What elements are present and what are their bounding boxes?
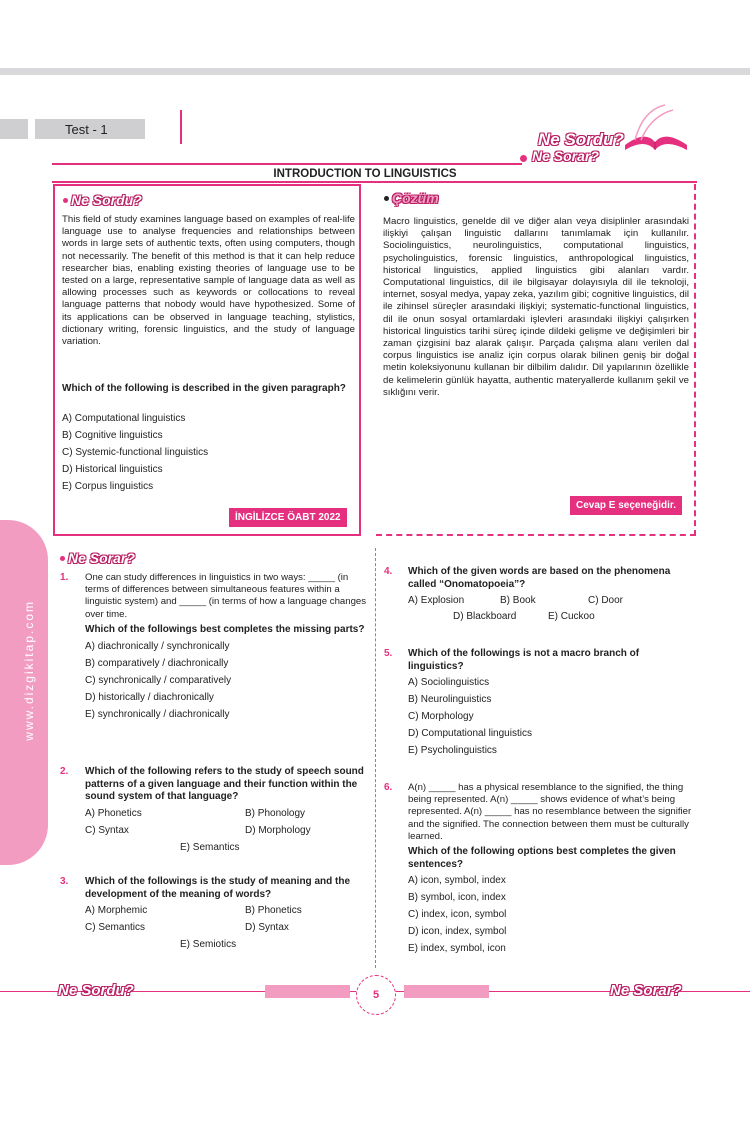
footer-bar-left: [265, 985, 350, 998]
option-a[interactable]: A) icon, symbol, index: [408, 875, 506, 887]
question-text: Which of the followings is not a macro branch of linguistics?: [408, 648, 640, 672]
footer-ne-sordu: Ne Sordu?: [58, 982, 134, 999]
answer-badge: Cevap E seçeneğidir.: [570, 496, 682, 515]
question-4: [384, 566, 694, 628]
option-e[interactable]: E) Psycholinguistics: [408, 745, 497, 756]
option-e[interactable]: E) Semiotics: [180, 939, 237, 950]
question-number: 3.: [60, 876, 69, 887]
question-number: 2.: [60, 766, 69, 777]
question-stem: A(n) _____ has a physical resemblance to the signified, the thing being represented. A(n) _____ shows evidence of what’s being represented. A(n) _____ has no resemblance between the signifier and the signified. The connection between them must be culturally learned.: [408, 782, 692, 842]
title-bottom-line: [52, 181, 697, 183]
bullet-icon: [63, 198, 68, 203]
option-d[interactable]: D) Computational linguistics: [408, 728, 532, 739]
option-d[interactable]: D) historically / diachronically: [85, 692, 214, 704]
cozum-label: Çözüm: [392, 190, 439, 206]
option-e[interactable]: E) Semantics: [180, 841, 240, 853]
option-d[interactable]: D) Historical linguistics: [62, 464, 163, 475]
logo-ne-sordu: Ne Sordu?: [538, 130, 624, 149]
option-a[interactable]: A) Sociolinguistics: [408, 677, 490, 688]
option-a[interactable]: A) Computational linguistics: [62, 413, 186, 424]
bullet-icon: [60, 556, 65, 561]
question-number: 5.: [384, 648, 393, 659]
option-c[interactable]: C) Door: [588, 595, 624, 606]
ne-sorar-heading: [60, 550, 135, 568]
options-grid: [85, 902, 368, 954]
option-b[interactable]: B) symbol, icon, index: [408, 892, 506, 904]
question-stem: One can study differences in linguistics in two ways: _____ (in terms of differences between simultaneous features within a linguistic system) and _____ (in terms of how a language changes over time.: [85, 572, 367, 620]
question-3: [60, 876, 368, 954]
title-top-line: [52, 163, 522, 165]
ne-sordu-box: [53, 184, 361, 536]
question-1: [60, 572, 368, 723]
question-number: 4.: [384, 566, 393, 577]
option-c[interactable]: C) Systemic-functional linguistics: [62, 447, 209, 458]
ne-sorar-label: Ne Sorar?: [68, 550, 135, 566]
book-icon: [615, 100, 695, 160]
top-gray-bar: [0, 68, 750, 75]
question-text: Which of the followings best completes the missing parts?: [85, 623, 365, 635]
section-title: INTRODUCTION TO LINGUISTICS: [273, 168, 457, 180]
logo-ne-sorar: Ne Sorar?: [532, 148, 599, 164]
question-text: Which of the following refers to the study of speech sound patterns of a given language and their function within the sound system of that language?: [85, 766, 364, 802]
options-list: [85, 638, 368, 723]
question-text: Which of the followings is the study of meaning and the development of the meaning of words?: [85, 876, 350, 900]
cozum-heading: [384, 190, 439, 208]
options-grid: [408, 592, 694, 628]
question-text: Which of the following options best completes the given sentences?: [408, 846, 676, 870]
question-number: 1.: [60, 572, 69, 583]
option-c[interactable]: C) Morphology: [408, 711, 474, 722]
option-b[interactable]: B) comparatively / diachronically: [85, 658, 229, 670]
ne-sordu-logo: [520, 100, 695, 170]
options-grid: [85, 805, 368, 857]
option-e[interactable]: E) Corpus linguistics: [62, 481, 154, 492]
ne-sordu-passage: This field of study examines language based on examples of real-life language use to analyse frequencies and relationships between words in large sets of authentic texts, often using computers, though not necessarily. The benefit of this method is that it can help reduce researcher bias, enabling existing theories of language use to be tested on a large, representative sample of language data as well as allowing processes such as keywords or collocations to reveal language patterns that nobody would have hypothesized. Some of its applications can be observed in language teaching, stylistics, dictionary writing, forensic linguistics, and the study of language variation.: [62, 214, 355, 348]
cozum-text: Macro linguistics, genelde dil ve diğer alan veya disiplinler arasındaki ilişkiyi çalışan linguistic dallarını tanımlamak için kullanılır. Sociolinguistics, neurolinguistics, computational linguistics, psycholinguistics, forensic linguistics, anthropological linguistics, historical linguistics, applied linguistics gibi alanları vardır. Computational linguistics, dil ile bilgisayar dolayısıyla dil ile teknoloji, internet, sosyal medya, yapay zeka, yazılım gibi; cognitive linguistics, dil ile zihinsel süreçler arasındaki ilişkiyi; systematic-functional linguistics, dil ile onun sosyal ortamlardaki işlevleri arasındaki ilişkiyi çalışırken historical linguistics tarihi süreç içinde dildeki gelişme ve değişimleri bir zaman çizgisini baz alarak çalışır. Parçada çalışma alanı verilen dal corpus linguistics ise analiz için corpus olarak bilinen geniş bir doğal metin koleksiyonunu kullanan bir dilbilim dalıdır. Dil yapılarının özellikle de kelimelerin günlük hayatta, authentic materyallerde kullanım şekil ve sıklığını verir.: [383, 216, 689, 398]
test-label: Test - 1: [35, 119, 145, 139]
logo-dot: [520, 155, 527, 162]
page-number: 5: [356, 975, 396, 1015]
option-b[interactable]: B) Book: [500, 595, 536, 606]
ne-sordu-question: Which of the following is described in the given paragraph?: [62, 383, 346, 394]
header-divider: [180, 110, 182, 144]
column-divider: [375, 548, 376, 968]
options-list: [408, 674, 694, 759]
option-e[interactable]: E) Cuckoo: [548, 611, 595, 622]
option-c[interactable]: C) synchronically / comparatively: [85, 675, 232, 687]
test-tab-stub: [0, 119, 28, 139]
option-a[interactable]: A) Explosion: [408, 595, 465, 606]
options-list: [408, 872, 694, 957]
option-c[interactable]: C) Semantics: [85, 922, 146, 933]
option-b[interactable]: B) Phonetics: [245, 905, 302, 916]
option-d[interactable]: D) Syntax: [245, 922, 289, 933]
option-b[interactable]: B) Cognitive linguistics: [62, 430, 163, 441]
website-url: www.dizgikitap.com: [22, 600, 36, 741]
option-b[interactable]: B) Neurolinguistics: [408, 694, 492, 705]
option-a[interactable]: A) Morphemic: [85, 905, 148, 916]
ne-sordu-options: [62, 410, 208, 495]
side-tab: [0, 520, 48, 865]
option-d[interactable]: D) Morphology: [245, 824, 311, 836]
cozum-box: [376, 184, 696, 536]
option-b[interactable]: B) Phonology: [245, 807, 306, 819]
exam-badge: İNGİLİZCE ÖABT 2022: [229, 508, 347, 527]
option-e[interactable]: E) synchronically / diachronically: [85, 709, 230, 721]
footer-ne-sorar: Ne Sorar?: [610, 982, 682, 999]
bullet-icon: [384, 196, 389, 201]
question-text: Which of the given words are based on the phenomena called “Onomatopoeia”?: [408, 566, 671, 590]
question-5: [384, 648, 694, 759]
option-a[interactable]: A) Phonetics: [85, 807, 142, 819]
option-c[interactable]: C) index, icon, symbol: [408, 909, 507, 921]
option-d[interactable]: D) Blackboard: [453, 611, 517, 622]
option-d[interactable]: D) icon, index, symbol: [408, 926, 507, 938]
question-2: [60, 766, 368, 857]
ne-sordu-heading: [63, 192, 142, 210]
option-c[interactable]: C) Syntax: [85, 824, 129, 836]
question-6: [384, 782, 694, 957]
option-e[interactable]: E) index, symbol, icon: [408, 943, 506, 955]
footer-bar-right: [404, 985, 489, 998]
question-number: 6.: [384, 782, 393, 793]
option-a[interactable]: A) diachronically / synchronically: [85, 641, 230, 653]
ne-sordu-label: Ne Sordu?: [71, 192, 142, 208]
